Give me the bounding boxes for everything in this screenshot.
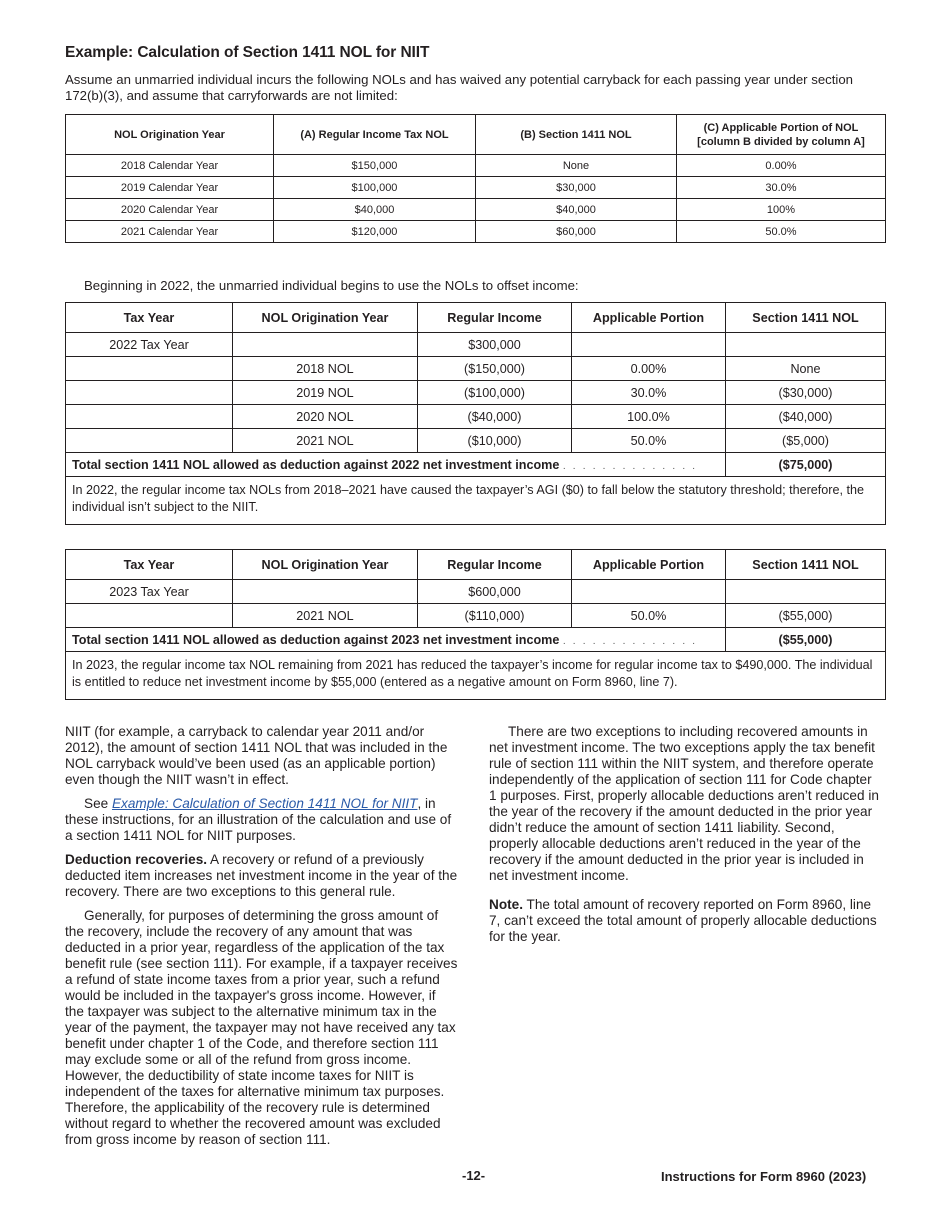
right-column <box>489 724 882 953</box>
table-cell <box>233 580 418 604</box>
table-cell: 50.0% <box>572 429 726 453</box>
table-header-row <box>66 303 886 333</box>
table-cell: 2021 NOL <box>233 429 418 453</box>
table-cell: 2018 NOL <box>233 357 418 381</box>
paragraph: There are two exceptions to including recovered amounts in net investment income. The two exceptions apply the tax benefit rule of section 111 within the NIIT system, and therefore operate independently of the application of section 111 for Code chapter 1 purposes. First, properly allocable deductions aren’t reduced in the year of the recovery if the amount deducted in the prior year didn’t reduce the amount of section 1411 liability. Second, properly allocable deductions aren’t reduced in the year of the recovery if the amount deducted in the prior year is included in net investment income. <box>489 724 879 883</box>
table-cell: 100.0% <box>572 405 726 429</box>
table-cell: $100,000 <box>274 177 476 199</box>
table-cell: $60,000 <box>476 221 677 243</box>
table-cell: ($10,000) <box>418 429 572 453</box>
table-cell: 30.0% <box>572 381 726 405</box>
column-header: Applicable Portion <box>572 550 726 580</box>
table-cell: $150,000 <box>274 155 476 177</box>
paragraph: Note. The total amount of recovery reported on Form 8960, line 7, can’t exceed the total amount of properly allocable deductions for the year. <box>489 897 877 944</box>
table-header-row <box>66 115 886 155</box>
table-cell <box>66 357 233 381</box>
intro-paragraph: Assume an unmarried individual incurs the following NOLs and has waived any potential carryback for each passing year under section 172(b)(3), and assume that carryforwards are not limited: <box>65 72 854 103</box>
table-row <box>66 357 886 381</box>
table-cell: ($55,000) <box>726 604 886 628</box>
column-header: Tax Year <box>66 303 233 333</box>
table-cell <box>66 604 233 628</box>
table-cell: ($40,000) <box>726 405 886 429</box>
column-header: Section 1411 NOL <box>726 303 886 333</box>
table-row <box>66 333 886 357</box>
paragraph: NIIT (for example, a carryback to calendar year 2011 and/or 2012), the amount of section 1411 NOL that was included in the NOL carryback would’ve been used (as an applicable portion) even though the NIIT wasn’t in effect. <box>65 724 448 787</box>
table-cell: $40,000 <box>476 199 677 221</box>
total-row <box>66 453 886 477</box>
subheading: Deduction recoveries. <box>65 852 208 867</box>
table-row <box>66 381 886 405</box>
nol-origination-table <box>65 114 886 243</box>
paragraph: Deduction recoveries. A recovery or refund of a previously deducted item increases net investment income in the year of the recovery. There are two exceptions to this general rule. <box>65 852 458 899</box>
column-header: NOL Origination Year <box>66 115 274 155</box>
table-cell <box>726 580 886 604</box>
column-header: (B) Section 1411 NOL <box>476 115 677 155</box>
table-cell: ($150,000) <box>418 357 572 381</box>
section-title: Example: Calculation of Section 1411 NOL for NIIT <box>65 44 430 61</box>
paragraph: Generally, for purposes of determining the gross amount of the recovery, include the recovery of any amount that was deducted in a prior year, regardless of the application of the tax benefit rule (see section 111). For example, if a taxpayer receives a refund of state income taxes from a prior year, such a refund would be included in the taxpayer's gross income. However, if the taxpayer was subject to the alternative minimum tax in the year of the payment, the taxpayer may not have received any tax benefit under chapter 1 of the Code, and therefore section 111 may exclude some or all of the refund from gross income. However, the deductibility of state income taxes for NIIT is independent of the taxes for alternative minimum tax purposes. Therefore, the applicability of the recovery rule is determined without regard to whether the recovered amount was excluded from gross income by reason of section 111. <box>65 908 458 1147</box>
table-note: In 2022, the regular income tax NOLs from 2018–2021 have caused the taxpayer’s AGI ($0) to fall below the statutory threshold; therefore, the individual isn’t subject to the NIIT. <box>66 477 886 525</box>
table-cell <box>572 580 726 604</box>
table-note: In 2023, the regular income tax NOL remaining from 2021 has reduced the taxpayer’s income for regular income tax to $490,000. The individual is entitled to reduce net investment income by $55,000 (entered as a negative amount on Form 8960, line 7). <box>66 652 886 700</box>
table-cell: None <box>476 155 677 177</box>
column-header: Regular Income <box>418 303 572 333</box>
table-cell: $40,000 <box>274 199 476 221</box>
table-cell: $300,000 <box>418 333 572 357</box>
left-column <box>65 724 458 1156</box>
example-link[interactable]: Example: Calculation of Section 1411 NOL for NIIT <box>111 796 418 811</box>
paragraph: See Example: Calculation of Section 1411 NOL for NIIT, in these instructions, for an illustration of the calculation and use of a section 1411 NOL for NIIT purposes. <box>65 796 452 843</box>
tax-year-2023-table <box>65 549 886 700</box>
table-cell <box>66 405 233 429</box>
total-label: Total section 1411 NOL allowed as deduction against 2022 net investment income . . . . . . . . . . . . . . <box>66 453 726 477</box>
table-cell <box>233 333 418 357</box>
column-header: Regular Income <box>418 550 572 580</box>
table-cell: $600,000 <box>418 580 572 604</box>
table-cell: ($5,000) <box>726 429 886 453</box>
table-cell: 2021 NOL <box>233 604 418 628</box>
table-cell: 0.00% <box>677 155 886 177</box>
table-cell: 2018 Calendar Year <box>66 155 274 177</box>
table-cell: 2020 NOL <box>233 405 418 429</box>
table-cell: 2021 Calendar Year <box>66 221 274 243</box>
table-cell <box>572 333 726 357</box>
note-label: Note. <box>489 897 523 912</box>
dot-leader: . . . . . . . . . . . . . . <box>562 635 698 647</box>
table-cell: $120,000 <box>274 221 476 243</box>
table-cell <box>726 333 886 357</box>
table-cell: ($30,000) <box>726 381 886 405</box>
column-header: Section 1411 NOL <box>726 550 886 580</box>
table-cell <box>66 381 233 405</box>
page-number: -12- <box>462 1168 486 1183</box>
total-row <box>66 628 886 652</box>
table-row <box>66 580 886 604</box>
column-header: NOL Origination Year <box>233 303 418 333</box>
table-cell: None <box>726 357 886 381</box>
table-cell: 50.0% <box>572 604 726 628</box>
transition-paragraph: Beginning in 2022, the unmarried individual begins to use the NOLs to offset income: <box>84 278 579 293</box>
table-cell: 30.0% <box>677 177 886 199</box>
total-value: ($55,000) <box>726 628 886 652</box>
tax-year-2022-table <box>65 302 886 525</box>
note-row <box>66 477 886 525</box>
table-cell: ($110,000) <box>418 604 572 628</box>
table-cell: ($100,000) <box>418 381 572 405</box>
table-cell: ($40,000) <box>418 405 572 429</box>
table-row <box>66 199 886 221</box>
table-row <box>66 177 886 199</box>
table-row <box>66 604 886 628</box>
table-cell: 2019 Calendar Year <box>66 177 274 199</box>
dot-leader: . . . . . . . . . . . . . . <box>562 460 698 472</box>
table-cell: 50.0% <box>677 221 886 243</box>
table-header-row <box>66 550 886 580</box>
table-row <box>66 155 886 177</box>
table-cell: 2022 Tax Year <box>66 333 233 357</box>
column-header: (C) Applicable Portion of NOL [column B divided by column A] <box>677 115 886 155</box>
table-cell: $30,000 <box>476 177 677 199</box>
table-cell <box>66 429 233 453</box>
note-row <box>66 652 886 700</box>
column-header: (A) Regular Income Tax NOL <box>274 115 476 155</box>
table-row <box>66 429 886 453</box>
total-value: ($75,000) <box>726 453 886 477</box>
table-cell: 2020 Calendar Year <box>66 199 274 221</box>
column-header: Tax Year <box>66 550 233 580</box>
table-cell: 2023 Tax Year <box>66 580 233 604</box>
table-row <box>66 221 886 243</box>
total-label: Total section 1411 NOL allowed as deduction against 2023 net investment income . . . . . . . . . . . . . . <box>66 628 726 652</box>
column-header: Applicable Portion <box>572 303 726 333</box>
table-row <box>66 405 886 429</box>
column-header: NOL Origination Year <box>233 550 418 580</box>
document-title: Instructions for Form 8960 (2023) <box>661 1169 867 1184</box>
table-cell: 0.00% <box>572 357 726 381</box>
table-cell: 100% <box>677 199 886 221</box>
table-cell: 2019 NOL <box>233 381 418 405</box>
